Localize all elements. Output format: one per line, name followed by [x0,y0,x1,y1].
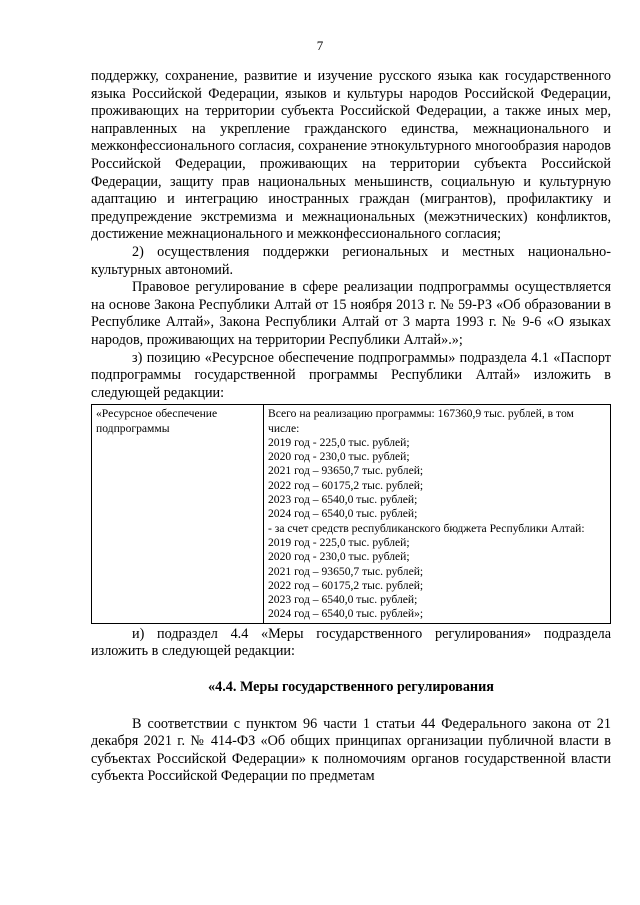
paragraph-competence: В соответствии с пунктом 96 части 1 статьи 44 Федерального закона от 21 декабря 2021 г. № 414-ФЗ «Об общих принципах организации публичной власти в субъектах Российской Федерации» к полномочиям органов государственной власти субъекта Российской Федерации по предметам [91,715,611,785]
table-line: Всего на реализацию программы: 167360,9 тыс. рублей, в том числе: [268,407,574,435]
table-cell-label: «Ресурсное обеспечение подпрограммы [92,405,264,623]
table-line: 2020 год - 230,0 тыс. рублей; [268,450,410,464]
table-line: 2019 год - 225,0 тыс. рублей; [268,435,410,449]
paragraph-legal-regulation: Правовое регулирование в сфере реализации подпрограммы осуществляется на основе Закона Республики Алтай от 15 ноября 2013 г. № 59-РЗ «Об образовании в Республике Алтай», Закона Республики Алтай от 3 марта 1993 г. № 9-6 «О языках народов, проживающих на территории Республики Алтай».»; [91,279,611,348]
table-line: 2024 год – 6540,0 тыс. рублей»; [268,607,424,621]
section-heading: «4.4. Меры государственного регулирования [208,678,494,695]
resource-table [91,404,611,623]
paragraph-amendment-i: и) подраздел 4.4 «Меры государственного регулирования» подраздела изложить в следующей редакции: [91,625,611,660]
paragraph-amendment-z: з) позицию «Ресурсное обеспечение подпрограммы» подраздела 4.1 «Паспорт подпрограммы государственной программы Республики Алтай» изложить в следующей редакции: [91,349,611,401]
table-line: 2022 год – 60175,2 тыс. рублей; [268,478,424,492]
paragraph-measures: поддержку, сохранение, развитие и изучение русского языка как государственного языка Российской Федерации, языков и культуры народов Российской Федерации, проживающих на территории субъекта Российской Федерации, а также иных мер, направленных на укрепление гражданского единства, межнационального и межконфессионального согласия, сохранение этнокультурного многообразия народов Российской Федерации, проживающих на территории субъекта Российской Федерации, защиту прав национальных меньшинств, социальную и культурную адаптацию и интеграцию иностранных граждан (мигрантов), профилактику и предупреждение экстремизма и межнациональных (межэтнических) конфликтов, достижение межнационального и межконфессионального согласия; [91,68,611,243]
document-body [91,68,611,786]
table-line: 2024 год – 6540,0 тыс. рублей; [268,507,418,521]
table-row [92,405,611,623]
table-line: 2023 год – 6540,0 тыс. рублей; [268,593,418,607]
table-line: 2020 год - 230,0 тыс. рублей; [268,550,410,564]
table-line: 2022 год – 60175,2 тыс. рублей; [268,578,424,592]
table-line: - за счет средств республиканского бюджета Республики Алтай: [268,521,585,535]
table-line: 2021 год – 93650,7 тыс. рублей; [268,564,424,578]
table-line: 2023 год – 6540,0 тыс. рублей; [268,493,418,507]
page-number: 7 [316,38,324,53]
paragraph-autonomies: 2) осуществления поддержки региональных и местных национально-культурных автономий. [91,243,611,278]
table-line: 2021 год – 93650,7 тыс. рублей; [268,464,424,478]
table-line: 2019 год - 225,0 тыс. рублей; [268,535,410,549]
table-cell-values [264,405,611,623]
